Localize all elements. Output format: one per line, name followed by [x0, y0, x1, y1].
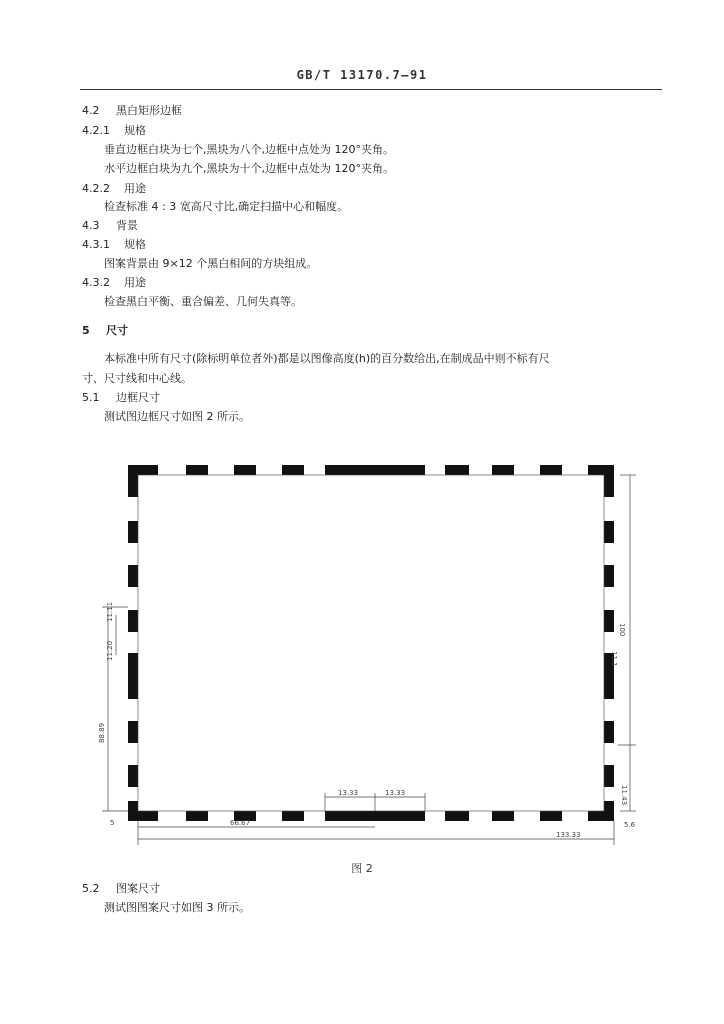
section-title: 背景: [116, 219, 138, 232]
dim-bottom-total: 133.33: [556, 831, 581, 839]
left-border: [128, 465, 138, 821]
section-number: 4.3.1: [82, 238, 110, 251]
dim-center-right: 13.33: [385, 789, 406, 797]
header-rule: [80, 89, 662, 90]
dim-right-big: 100: [618, 623, 626, 637]
paragraph-line: 图案背景由 9×12 个黑白相间的方块组成。: [104, 257, 318, 270]
section-title: 规格: [124, 238, 146, 251]
paragraph-line: 检查标准 4 : 3 宽高尺寸比,确定扫描中心和幅度。: [104, 200, 349, 213]
right-border: [604, 465, 614, 821]
section-title: 黑白矩形边框: [116, 104, 182, 117]
bottom-dimension-lines: [138, 821, 614, 845]
section-title: 尺寸: [106, 324, 128, 337]
section-number: 4.3: [82, 219, 100, 232]
dim-right-mid: 11.1: [610, 651, 618, 667]
inner-outline: [138, 475, 604, 811]
paragraph-line: 测试图边框尺寸如图 2 所示。: [104, 410, 250, 423]
section-title: 用途: [124, 182, 146, 195]
page-header: GB/T 13170.7—91: [296, 68, 428, 82]
bottom-border: [128, 811, 614, 821]
dim-left-mid: 11.20: [106, 640, 114, 661]
section-4-2-2: [82, 180, 146, 196]
dim-left-big: 88.89: [98, 722, 106, 743]
section-number: 5: [82, 324, 90, 337]
paragraph-line: 本标准中所有尺寸(除标明单位者外)都是以图像高度(h)的百分数给出,在制成品中则不标有尺: [104, 352, 550, 365]
paragraph-line: 垂直边框白块为七个,黑块为八个,边框中点处为 120°夹角。: [104, 143, 394, 156]
section-4-3-2: [82, 274, 146, 290]
dim-left-bottom: 5: [110, 819, 115, 827]
section-4-2: [82, 102, 182, 118]
left-dimension-lines: [102, 607, 128, 811]
paragraph-line: 水平边框白块为九个,黑块为十个,边框中点处为 120°夹角。: [104, 162, 394, 175]
section-title: 边框尺寸: [116, 391, 160, 404]
paragraph-line: 检查黑白平衡、重合偏差、几何失真等。: [104, 295, 302, 308]
paragraph-line: 测试图图案尺寸如图 3 所示。: [104, 901, 250, 914]
figure-2-border-diagram: [100, 455, 650, 865]
section-5-1: [82, 389, 160, 405]
right-dimension-lines: [618, 475, 636, 811]
section-number: 4.2: [82, 104, 100, 117]
figure-caption: 图 2: [351, 862, 373, 875]
top-border: [128, 465, 614, 475]
section-4-3-1: [82, 236, 146, 252]
section-number: 5.2: [82, 882, 100, 895]
section-number: 4.2.2: [82, 182, 110, 195]
section-5: [82, 322, 128, 338]
section-title: 用途: [124, 276, 146, 289]
dim-bottom-left: 66.67: [230, 819, 251, 827]
section-number: 5.1: [82, 391, 100, 404]
section-number: 4.3.2: [82, 276, 110, 289]
dim-center-left: 13.33: [338, 789, 359, 797]
section-4-2-1: [82, 122, 146, 138]
section-title: 图案尺寸: [116, 882, 160, 895]
section-4-3: [82, 217, 138, 233]
section-title: 规格: [124, 124, 146, 137]
section-number: 4.2.1: [82, 124, 110, 137]
section-5-2: [82, 880, 160, 896]
paragraph-line: 寸、尺寸线和中心线。: [82, 372, 192, 385]
dim-left-top: 11.11: [106, 601, 114, 622]
dim-right-small: 11.43: [620, 785, 628, 806]
dim-right-tiny: 5.6: [624, 821, 636, 829]
